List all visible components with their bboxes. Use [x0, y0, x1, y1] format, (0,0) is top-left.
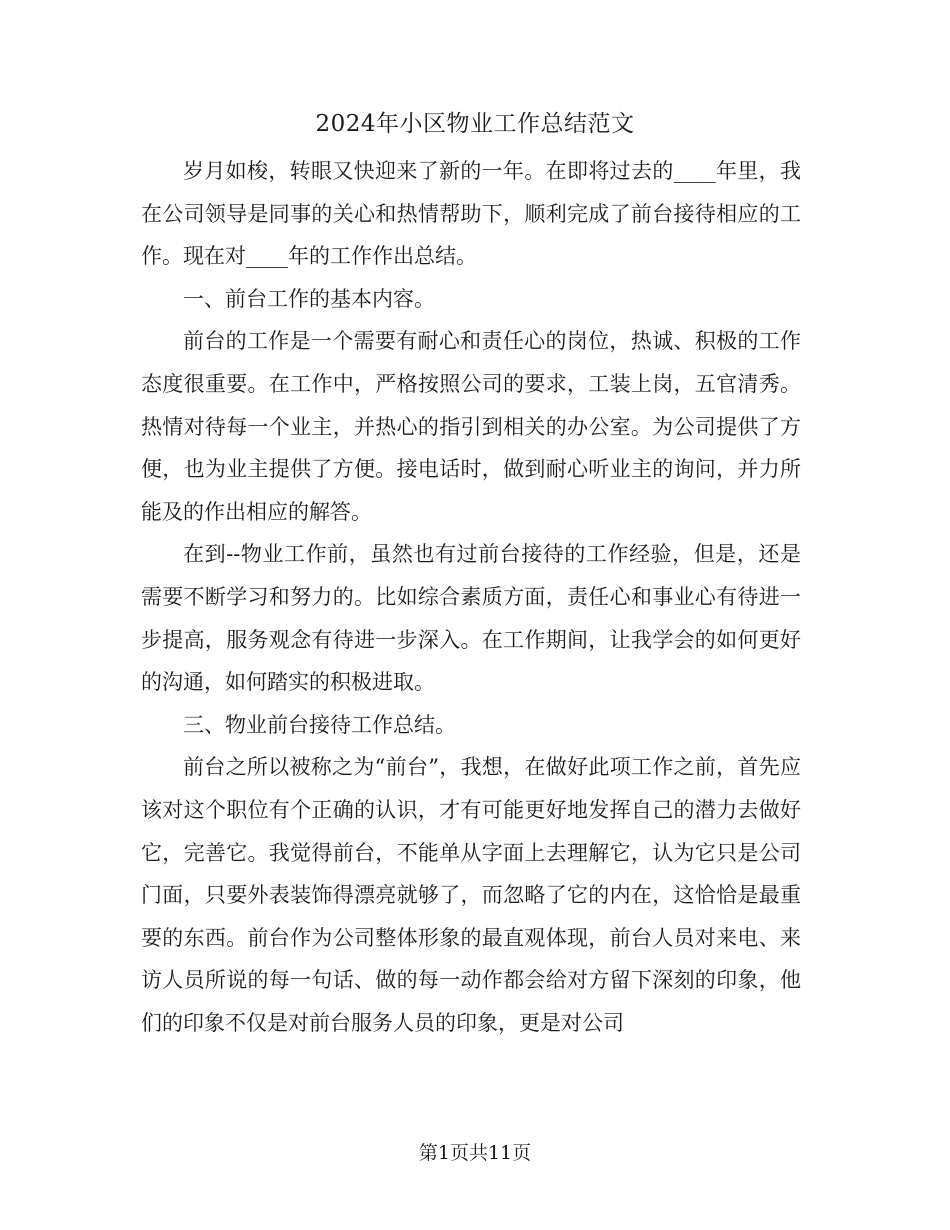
section-heading-1: 一、前台工作的基本内容。	[183, 286, 435, 311]
document-body	[141, 150, 801, 1044]
section-heading-3: 三、物业前台接待工作总结。	[183, 712, 456, 737]
page-footer: 第1页共11页	[418, 1142, 532, 1164]
paragraph-section-1: 前台的工作是一个需要有耐心和责任心的岗位，热诚、积极的工作态度很重要。在工作中，严格按照公司的要求，工装上岗，五官清秀。热情对待每一个业主，并热心的指引到相关的办公室。为公司提供了方便，也为业主提供了方便。接电话时，做到耐心听业主的询问，并力所能及的作出相应的解答。	[141, 329, 801, 524]
paragraph-section-3: 前台之所以被称之为“前台”，我想，在做好此项工作之前，首先应该对这个职位有个正确的认识，才有可能更好地发挥自己的潜力去做好它，完善它。我觉得前台，不能单从字面上去理解它，认为它只是公司门面，只要外表装饰得漂亮就够了，而忽略了它的内在，这恰恰是最重要的东西。前台作为公司整体形象的最直观体现，前台人员对来电、来访人员所说的每一句话、做的每一动作都会给对方留下深刻的印象，他们的印象不仅是对前台服务人员的印象，更是对公司	[141, 755, 801, 1035]
document-title: 2024年小区物业工作总结范文	[315, 111, 635, 137]
paragraph-experience: 在到--物业工作前，虽然也有过前台接待的工作经验，但是，还是需要不断学习和努力的。比如综合素质方面，责任心和事业心有待进一步提高，服务观念有待进一步深入。在工作期间，让我学会的如何更好的沟通，如何踏实的积极进取。	[141, 542, 801, 695]
paragraph-intro: 岁月如梭，转眼又快迎来了新的一年。在即将过去的____年里，我在公司领导是同事的关心和热情帮助下，顺利完成了前台接待相应的工作。现在对____年的工作作出总结。	[141, 159, 801, 269]
